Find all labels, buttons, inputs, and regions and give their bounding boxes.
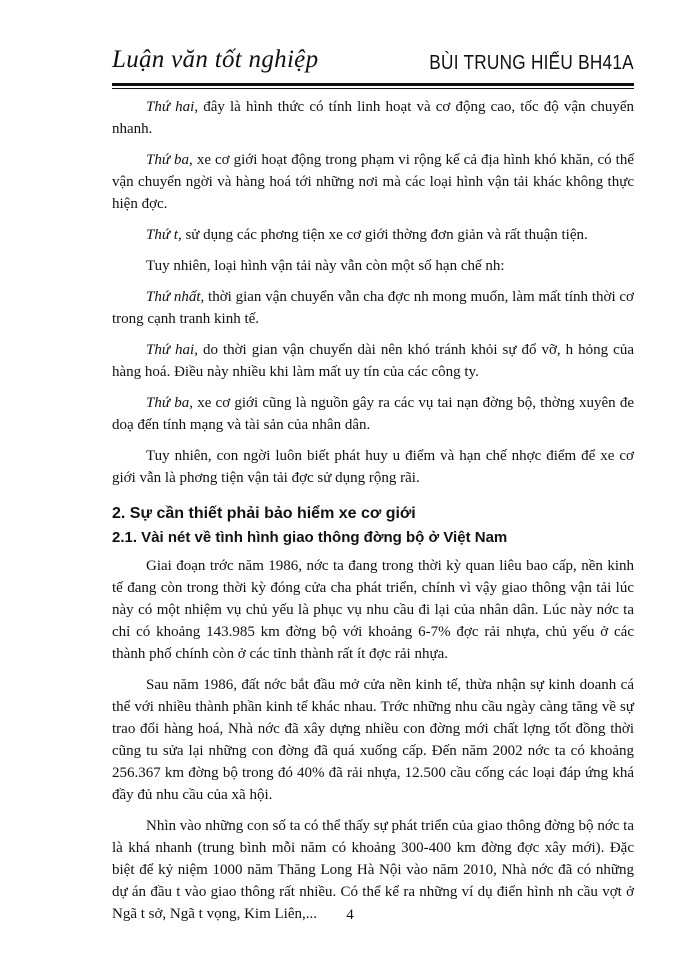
paragraph-lead: Thứ t, (146, 227, 182, 243)
paragraph-lead: Thứ ba (146, 395, 190, 411)
paragraph (112, 392, 634, 436)
header-rule-thick (112, 83, 634, 86)
paragraph-text: Tuy nhiên, con ngời luôn biết phát huy u điểm và hạn chế nhợc điểm để xe cơ giới vẫn là phơng tiện vận tải đợc sử dụng rộng rãi. (112, 448, 634, 486)
body-paragraph: Nhìn vào những con số ta có thể thấy sự phát triển của giao thông đờng bộ nớc ta là khá nhanh (trung bình mỗi năm có khoảng 300-400 km đờng đợc xây mới). Đặc biệt để kỷ niệm 1000 năm Thăng Long Hà Nội vào năm 2010, Nhà nớc đã có những dự án đầu t vào giao thông rất nhiều. Có thể kể ra những ví dụ điển hình nh cầu vợt ở Ngã t sở, Ngã t vọng, Kim Liên,... (112, 818, 634, 922)
paragraph (112, 96, 634, 140)
paragraph-text: , đây là hình thức có tính linh hoạt và cơ động cao, tốc độ vận chuyển nhanh. (112, 99, 634, 137)
paragraph-lead: Thứ ba (146, 152, 190, 168)
body-paragraph: Sau năm 1986, đất nớc bắt đầu mở cửa nền kinh tế, thừa nhận sự kinh doanh cá thể với nhiều thành phần kinh tế khác nhau. Trớc những nhu cầu ngày càng tăng về sự trao đổi hàng hoá, Nhà nớc đã xây dựng nhiều con đờng mới chất lợng tốt đồng thời cũng tu sửa lại những con đờng đã quá xuống cấp. Đến năm 2002 nớc ta có khoảng 256.367 km đờng bộ trong đó 40% đã rải nhựa, 12.500 cầu cống các loại đáp ứng khá đầy đủ nhu cầu của xã hội. (112, 677, 634, 803)
paragraph (112, 224, 634, 246)
paragraph-text: , xe cơ giới cũng là nguồn gây ra các vụ tai nạn đờng bộ, thờng xuyên đe doạ đến tính mạng và tài sản của nhân dân. (112, 395, 634, 433)
paragraph-text: Tuy nhiên, loại hình vận tải này vẫn còn một số hạn chế nh: (146, 258, 505, 274)
paragraph-text: , do thời gian vận chuyển dài nên khó tránh khỏi sự đổ vỡ, h hỏng của hàng hoá. Điều này nhiều khi làm mất uy tín của các công ty. (112, 342, 634, 380)
header-author: BÙI TRUNG HIẾU BH41A (429, 52, 634, 74)
paragraph-text: , thời gian vận chuyển vẫn cha đợc nh mong muốn, làm mất tính thời cơ trong cạnh tranh kinh tế. (112, 289, 634, 327)
paragraph-lead: Thứ nhất (146, 289, 201, 305)
paragraph (112, 149, 634, 215)
paragraph-text: , xe cơ giới hoạt động trong phạm vi rộng kể cả địa hình khó khăn, có thể vận chuyển ngời và hàng hoá tới những nơi mà các loại hình vận tải khác không thực hiện đợc. (112, 152, 634, 212)
header-title: Luận văn tốt nghiệp (112, 46, 319, 73)
paragraph-lead: Thứ hai (146, 99, 195, 115)
page-header (112, 40, 634, 80)
body-paragraph: Giai đoạn trớc năm 1986, nớc ta đang trong thời kỳ quan liêu bao cấp, nền kinh tế đang còn trong thời kỳ đóng cửa cha phát triển, chính vì vậy giao thông vận tải lúc này có một nhiệm vụ chủ yếu là phục vụ nhu cầu đi lại của nhân dân. Lúc này nớc ta chỉ có khoảng 143.985 km đờng bộ với khoảng 6-7% đợc rải nhựa, chủ yếu ở các thành phố chính còn ở các tỉnh thành rất ít đợc rải nhựa. (112, 558, 634, 662)
paragraph-text: sử dụng các phơng tiện xe cơ giới thờng đơn giản và rất thuận tiện. (181, 227, 588, 243)
paragraph (112, 255, 634, 277)
paragraph-lead: Thứ hai (146, 342, 195, 358)
page-body (112, 96, 634, 934)
page-number: 4 (346, 907, 354, 923)
header-rule-thin (112, 88, 634, 89)
section-heading: 2. Sự cần thiết phải bảo hiểm xe cơ giới (112, 505, 416, 522)
subsection-heading: 2.1. Vài nét về tình hình giao thông đờng bộ ở Việt Nam (112, 529, 508, 546)
paragraph (112, 339, 634, 383)
paragraph (112, 286, 634, 330)
paragraph (112, 445, 634, 489)
